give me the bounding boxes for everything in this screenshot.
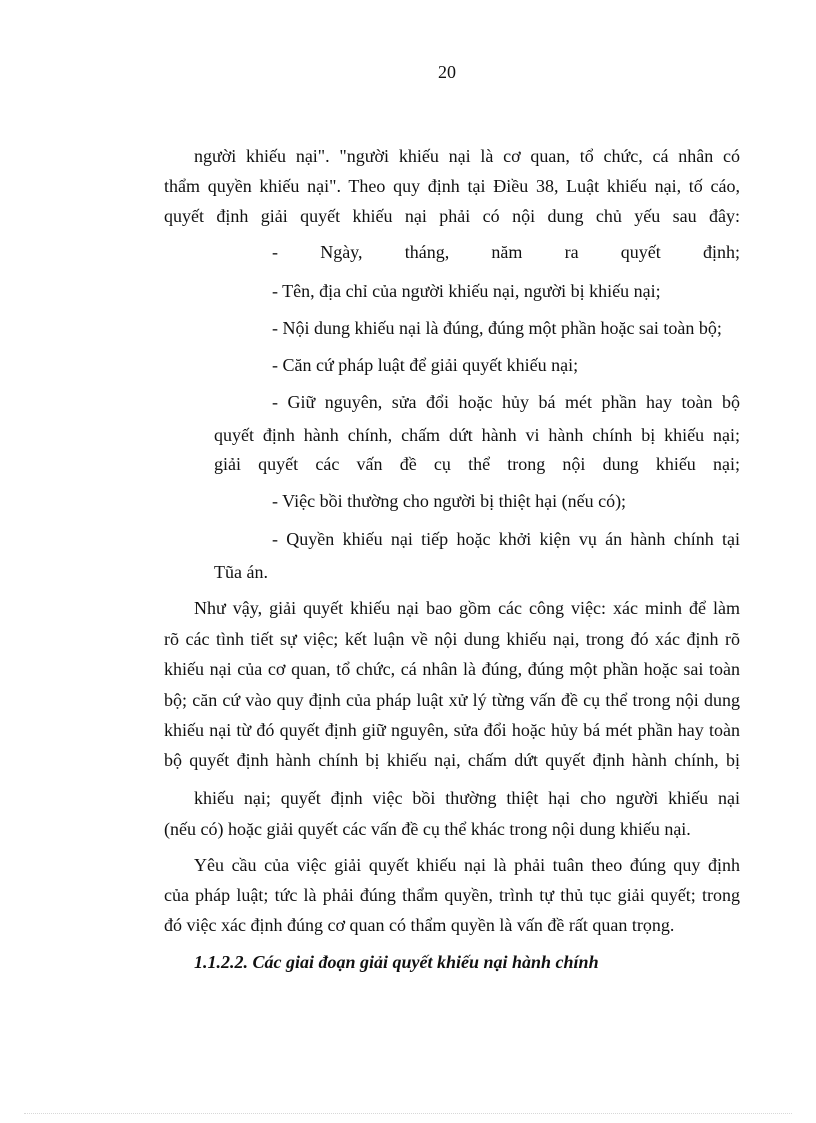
list-item: - Tên, địa chỉ của người khiếu nại, người bị khiếu nại; [272,281,661,301]
list-item: - Quyền khiếu nại tiếp hoặc khởi kiện vụ án hành chính tại [272,529,740,549]
paragraph-line: Như vậy, giải quyết khiếu nại bao gồm các công việc: xác minh để làm [194,598,740,618]
page-number: 20 [438,62,456,82]
paragraph-line: Yêu cầu của việc giải quyết khiếu nại là phải tuân theo đúng quy định [194,855,740,875]
list-item: - Giữ nguyên, sửa đổi hoặc hủy bá mét phần hay toàn bộ [272,392,740,412]
paragraph-line: khiếu nại từ đó quyết định giữ nguyên, sửa đổi hoặc hủy bá mét phần hay toàn [164,720,740,740]
section-heading: 1.1.2.2. Các giai đoạn giải quyết khiếu nại hành chính [194,952,599,972]
paragraph-line: thẩm quyền khiếu nại". Theo quy định tại Điều 38, Luật khiếu nại, tố cáo, [164,176,740,196]
paragraph-line: đó việc xác định đúng cơ quan có thẩm quyền là vấn đề rất quan trọng. [164,915,675,935]
paragraph-line: khiếu nại của cơ quan, tổ chức, cá nhân là đúng, đúng một phần hoặc sai toàn [164,659,740,679]
paragraph-line: bộ; căn cứ vào quy định của pháp luật xử lý từng vấn đề cụ thể trong nội dung [164,690,740,710]
list-item: - Căn cứ pháp luật để giải quyết khiếu nại; [272,355,579,375]
paragraph-line: khiếu nại; quyết định việc bồi thường thiệt hại cho người khiếu nại [194,788,740,808]
list-item: - Nội dung khiếu nại là đúng, đúng một phần hoặc sai toàn bộ; [272,318,722,338]
paragraph-line: (nếu có) hoặc giải quyết các vấn đề cụ thể khác trong nội dung khiếu nại. [164,819,691,839]
list-item: - Ngày, tháng, năm ra quyết định; [272,242,740,262]
paragraph-line: của pháp luật; tức là phải đúng thẩm quyền, trình tự thủ tục giải quyết; trong [164,885,740,905]
page-bottom-divider [24,1113,792,1114]
list-item-continuation: Tũa án. [214,562,268,582]
paragraph-line: rõ các tình tiết sự việc; kết luận về nội dung khiếu nại, trong đó xác định rõ [164,629,740,649]
paragraph-line: người khiếu nại". "người khiếu nại là cơ quan, tổ chức, cá nhân có [194,146,740,166]
paragraph-line: bộ quyết định hành chính bị khiếu nại, chấm dứt quyết định hành chính, bị [164,750,740,770]
list-item-continuation: giải quyết các vấn đề cụ thể trong nội dung khiếu nại; [214,454,740,474]
list-item-continuation: quyết định hành chính, chấm dứt hành vi hành chính bị khiếu nại; [214,425,740,445]
paragraph-line: quyết định giải quyết khiếu nại phải có nội dung chủ yếu sau đây: [164,206,740,226]
list-item: - Việc bồi thường cho người bị thiệt hại (nếu có); [272,491,627,511]
